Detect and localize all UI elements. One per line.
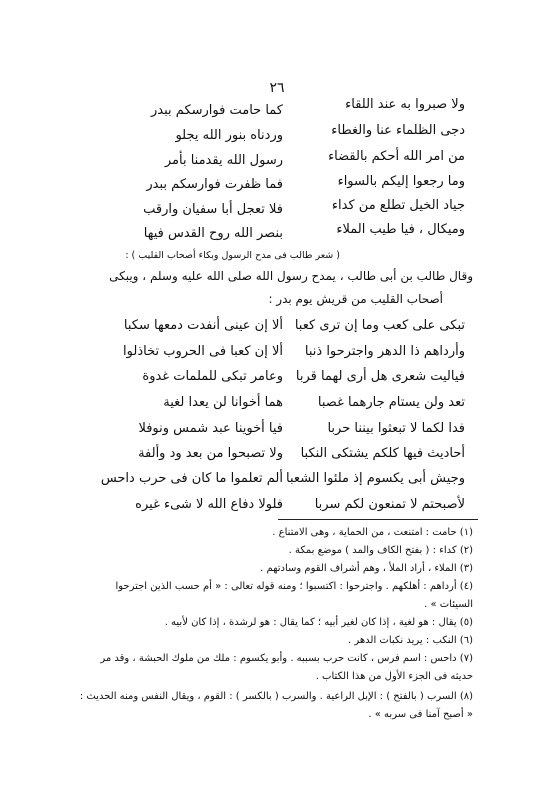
footnote: (٨) السرب ( بالفتح ) : الإبل الراعية . والسرب ( بالكسر ) : القوم ، ويقال النفس ومنه الحديث : (79, 691, 473, 702)
verse-right: ولا تصبحوا من بعد ود وألفة (138, 446, 283, 461)
section-title: ( شعر طالب فى مدح الرسول وبكاء أصحاب القليب ) : (125, 250, 340, 261)
verse-left: من امر الله أحكم بالقضاء (328, 149, 465, 164)
verse-right: هما أخوانا لن يعدا لغية (163, 395, 283, 410)
footnote: (٣) الملاء ، أراد الملأ ، وهم أشراف القوم وسادتهم . (260, 563, 473, 574)
verse-left: وجيش أبى يكسوم إذ ملئوا الشعبا (286, 471, 465, 486)
verse-right: فلا تعجل أبا سفيان وارقب (143, 202, 283, 217)
verse-left: فدا لكما لا تبعثوا بيننا حربا (327, 421, 465, 436)
footnote: السيئات » . (424, 599, 473, 610)
footnote: (٦) النكب : يريد نكبات الدهر . (348, 635, 473, 646)
footnote-divider (278, 519, 478, 520)
verse-right: فيا أخوينا عبد شمس ونوفلا (138, 421, 283, 436)
verse-left: جياد الخيل تطلع من كداء (331, 198, 465, 213)
verse-left: وميكال ، فيا طيب الملاء (336, 222, 465, 237)
page-number: ٢٦ (269, 80, 285, 96)
verse-left: وأرداهم ذا الدهر واجترحوا ذنبا (304, 344, 465, 359)
verse-right: رسول الله يقدمنا بأمر (164, 153, 283, 168)
footnote: حديثه فى الجزء الأول من هذا الكتاب . (315, 671, 473, 682)
verse-left: لأصبحتم لا تمنعون لكم سربا (314, 497, 465, 512)
intro-line: أصحاب القليب من قريش يوم بدر : (268, 292, 443, 306)
verse-right: وعامر تبكى للملمات غدوة (142, 369, 283, 384)
verse-left: أحاديث فيها كلكم يشتكى النكبا (300, 446, 465, 461)
verse-left: دجى الظلماء عنا والغطاء (331, 123, 465, 138)
verse-right: ألم تعلموا ما كان فى حرب داحس (100, 471, 283, 486)
intro-line: وقال طالب بن أبى طالب ، يمدح رسول الله صلى الله عليه وسلم ، ويبكى (109, 269, 473, 283)
footnote: (٧) داحس : اسم فرس ، كانت حرب بسببه . وأبو يكسوم : ملك من ملوك الحبشة ، وقد مر (100, 653, 473, 664)
verse-left: وما رجعوا إليكم بالسواء (337, 174, 465, 189)
verse-left: تعد ولن يستام جارهما غصبا (317, 395, 465, 410)
verse-right: فلولا دفاع الله لا شىء غيره (135, 497, 283, 512)
footnote: (٢) كداء : ( بفتح الكاف والمد ) موضع بمكة . (288, 545, 473, 556)
footnote: (٤) أرداهم : أهلكهم . واجترحوا : اكتسبوا ؛ ومنه قوله تعالى : « أم حسب الذين اجترحوا (115, 581, 473, 592)
verse-right: وردناه بنور الله يجلو (175, 128, 283, 143)
footnote: « أصبح آمنا فى سربه » . (368, 709, 473, 720)
verse-left: فياليت شعرى هل أرى لهما قربا (295, 369, 465, 384)
verse-right: ألا إن كعبا فى الحروب تخاذلوا (123, 344, 283, 359)
verse-right: كما حامت فوارسكم ببدر (151, 103, 283, 118)
verse-right: ألا إن عينى أنفدت دمعها سكبا (123, 318, 283, 333)
verse-left: تبكى على كعب وما إن ترى كعبا (294, 318, 465, 333)
verse-right: بنصر الله روح القدس فيها (143, 226, 283, 241)
verse-right: فما ظفرت فوارسكم ببدر (146, 177, 283, 192)
footnote: (٥) يقال : هو لغية ، إذا كان لغير أبيه ؛ كما يقال : هو لرشدة ، إذا كان لأبيه . (164, 617, 473, 628)
verse-left: ولا صبروا به عند اللقاء (345, 97, 465, 112)
footnote: (١) حامت : امتنعت ، من الحماية ، وهى الامتناع . (272, 527, 473, 538)
